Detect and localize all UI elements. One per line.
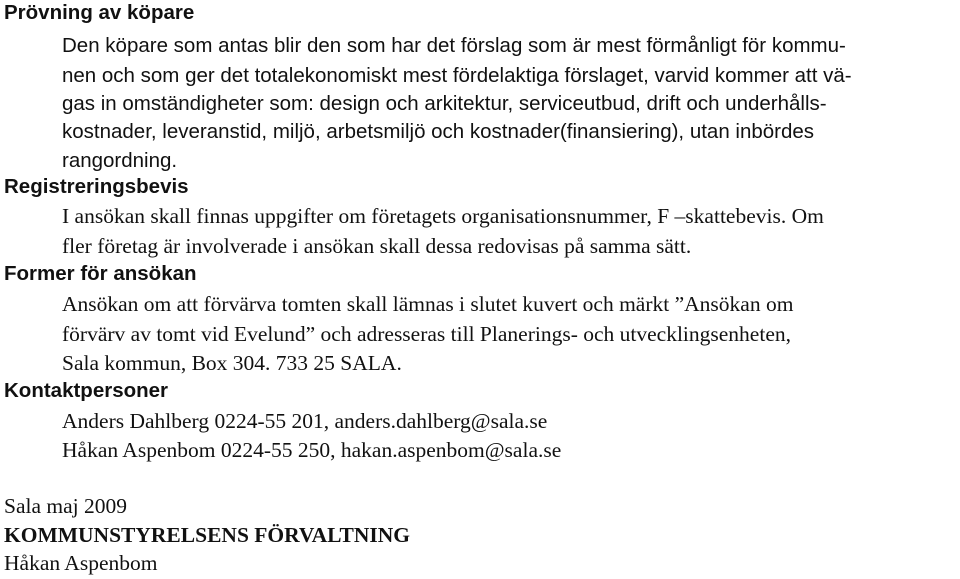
paragraph-line: Den köpare som antas blir den som har det förslag som är mest förmånligt för kommu- (62, 34, 846, 57)
footer-date: Sala maj 2009 (4, 494, 128, 518)
paragraph-line: fler företag är involverade i ansökan skall dessa redovisas på samma sätt. (62, 234, 692, 258)
footer-signatory: Håkan Aspenbom (4, 551, 158, 575)
section-heading-kontakt: Kontaktpersoner (4, 379, 169, 402)
paragraph-line: Sala kommun, Box 304. 733 25 SALA. (62, 351, 402, 375)
section-heading-provning: Prövning av köpare (4, 1, 195, 24)
paragraph-line: gas in omständigheter som: design och arkitektur, serviceutbud, drift och underhålls- (62, 92, 827, 115)
paragraph-line: kostnader, leveranstid, miljö, arbetsmiljö och kostnader(finansiering), utan inbördes (62, 120, 815, 143)
section-heading-former: Former för ansökan (4, 262, 197, 285)
contact-line: Håkan Aspenbom 0224-55 250, hakan.aspenbom@sala.se (62, 438, 562, 462)
contact-line: Anders Dahlberg 0224-55 201, anders.dahlberg@sala.se (62, 409, 548, 433)
paragraph-line: nen och som ger det totalekonomiskt mest fördelaktiga förslaget, varvid kommer att vä- (62, 64, 852, 87)
paragraph-line: förvärv av tomt vid Evelund” och adresseras till Planerings- och utvecklingsenheten, (62, 322, 791, 346)
paragraph-line: Ansökan om att förvärva tomten skall lämnas i slutet kuvert och märkt ”Ansökan om (62, 292, 794, 316)
section-heading-registreringsbevis: Registreringsbevis (4, 175, 189, 198)
paragraph-line: rangordning. (62, 149, 178, 172)
paragraph-line: I ansökan skall finnas uppgifter om företagets organisationsnummer, F –skattebevis. Om (62, 204, 824, 228)
footer-organization: KOMMUNSTYRELSENS FÖRVALTNING (4, 523, 411, 547)
